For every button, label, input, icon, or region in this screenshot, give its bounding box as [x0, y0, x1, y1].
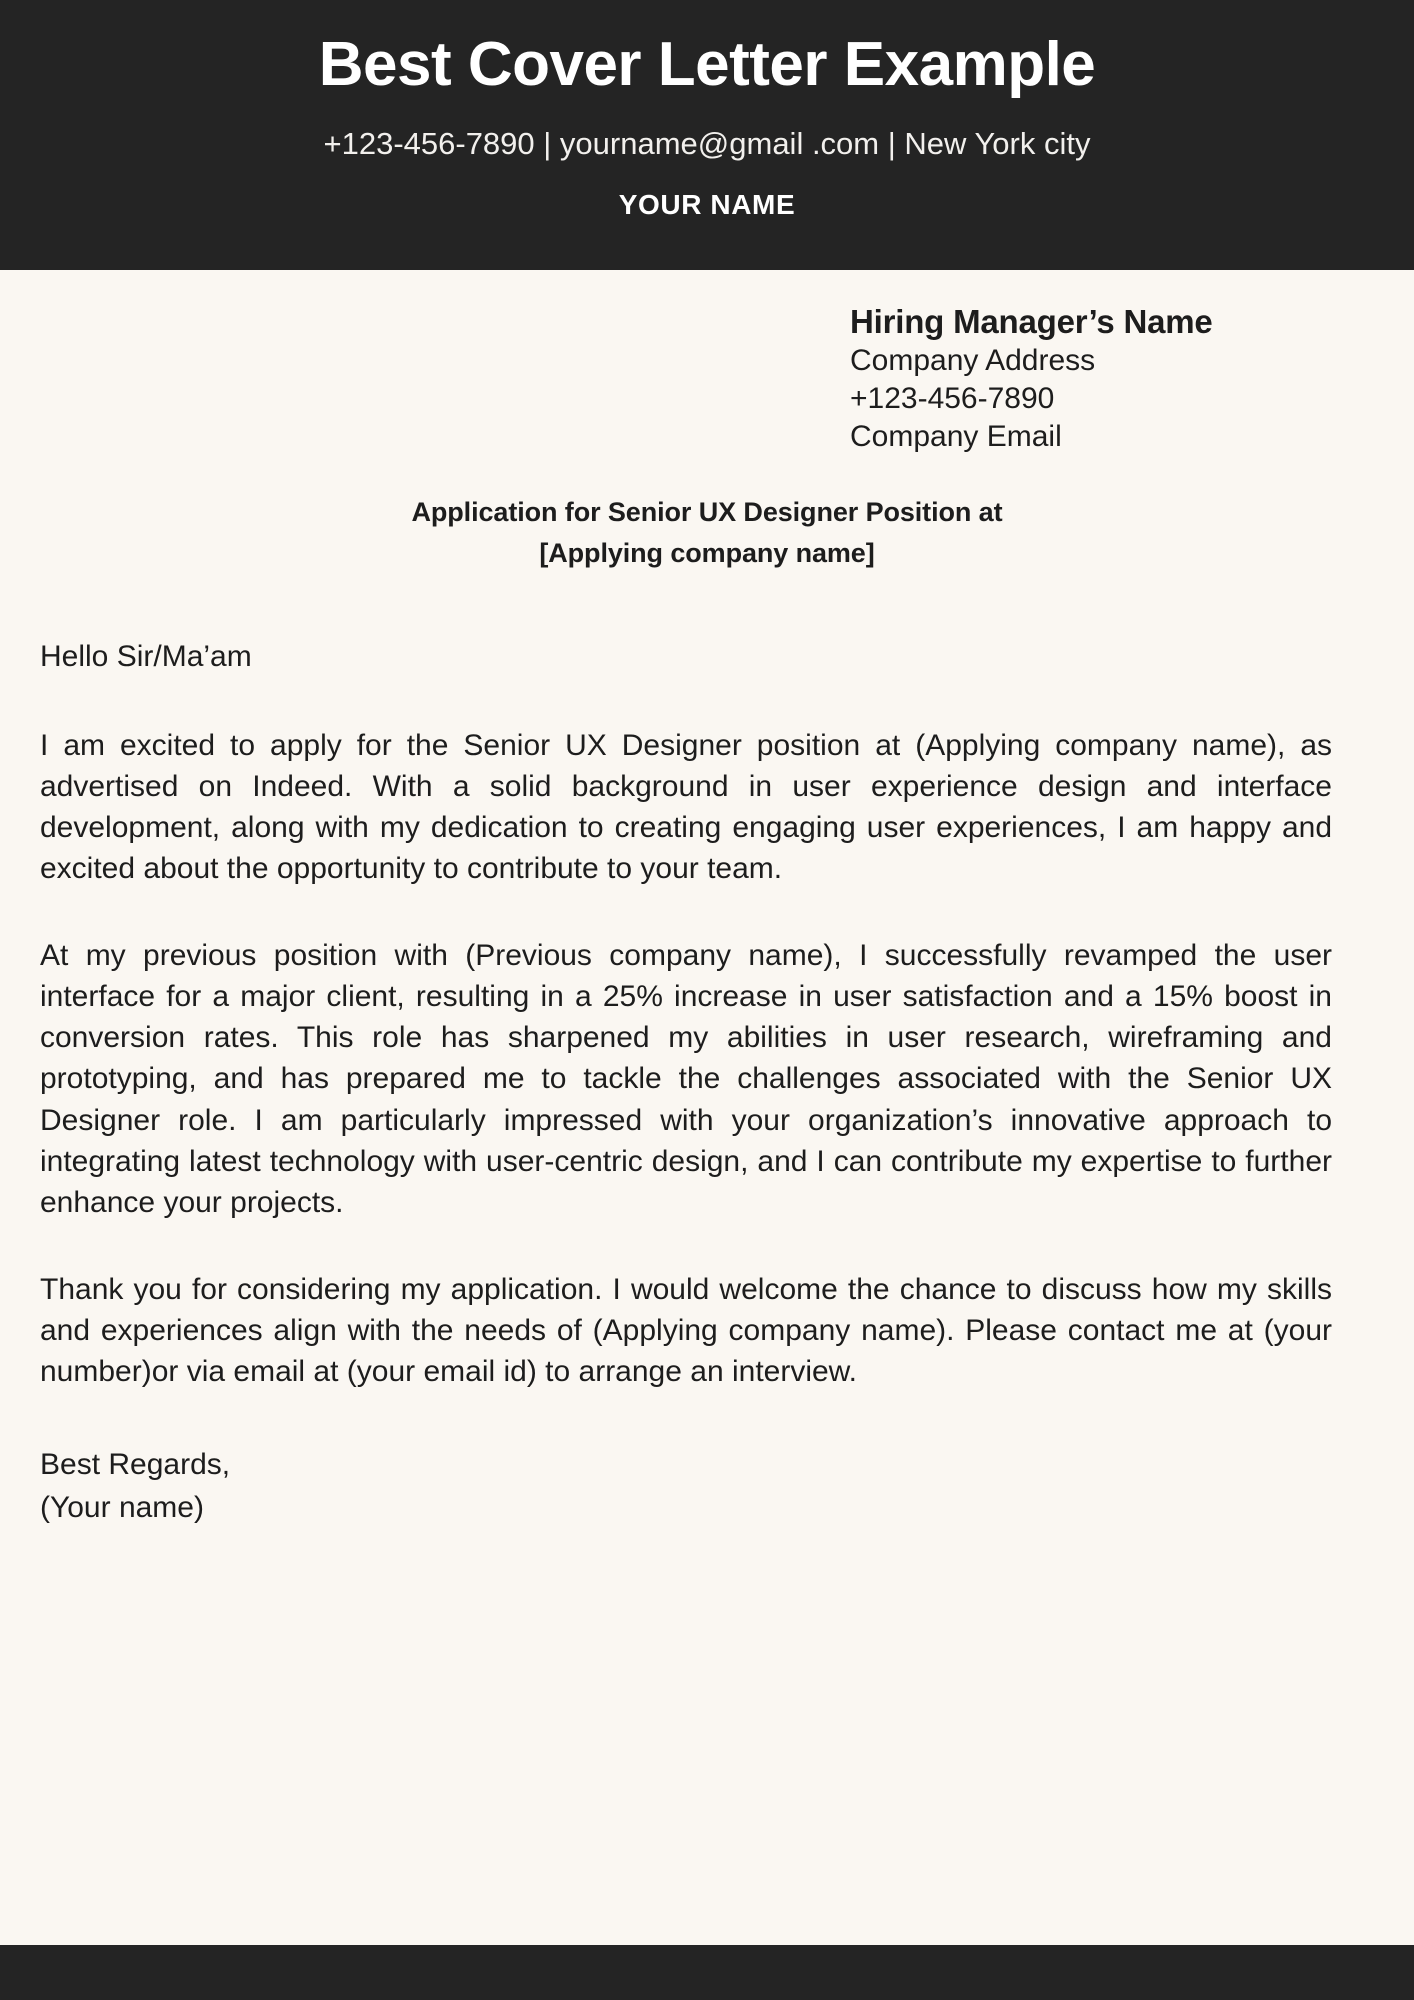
subject-line-1: Application for Senior UX Designer Position at: [411, 496, 1003, 527]
letter-paragraph: Thank you for considering my application. I would welcome the chance to discuss how my skills and experiences align with the needs of (Applying company name). Please contact me at (your number)or via email at (your email id) to arrange an interview.: [40, 1272, 1332, 1389]
letter-greeting: Hello Sir/Ma’am: [40, 640, 252, 674]
letter-footer-band: [0, 1945, 1414, 2000]
header-applicant-name: YOUR NAME: [618, 189, 796, 221]
recipient-email: Company Email: [850, 419, 1062, 453]
letter-signature-name: (Your name): [40, 1490, 204, 1524]
letter-paragraph: At my previous position with (Previous company name), I successfully revamped the user interface for a major client, resulting in a 25% increase in user satisfaction and a 15% boost in conversion rates. This role has sharpened my abilities in user research, wireframing and prototyping, and has prepared me to tackle the challenges associated with the Senior UX Designer role. I am particularly impressed with your organization’s innovative approach to integrating latest technology with user-centric design, and I can contribute my expertise to further enhance your projects.: [40, 939, 1332, 1219]
letter-closing-block: [40, 1392, 1332, 1529]
page-title: Best Cover Letter Example: [318, 30, 1096, 99]
subject-line-2: [Applying company name]: [539, 538, 875, 569]
subject-line: [40, 456, 1374, 576]
letter-sign-off: Best Regards,: [40, 1448, 231, 1482]
letter-body: [40, 575, 1374, 1529]
recipient-phone: +123-456-7890: [850, 382, 1055, 416]
letter-paragraph: I am excited to apply for the Senior UX Designer position at (Applying company name), as advertised on Indeed. With a solid background in user experience design and interface development, along with my dedication to creating engaging user experiences, I am happy and excited about the opportunity to contribute to your team.: [40, 728, 1332, 886]
header-contact-line: +123-456-7890 | yourname@gmail .com | New York city: [323, 126, 1091, 162]
letter-sheet: [0, 270, 1414, 1945]
letter-header-band: [0, 0, 1414, 270]
recipient-address-block: [40, 270, 1374, 456]
recipient-name: Hiring Manager’s Name: [850, 303, 1213, 340]
recipient-company-address: Company Address: [850, 344, 1096, 378]
